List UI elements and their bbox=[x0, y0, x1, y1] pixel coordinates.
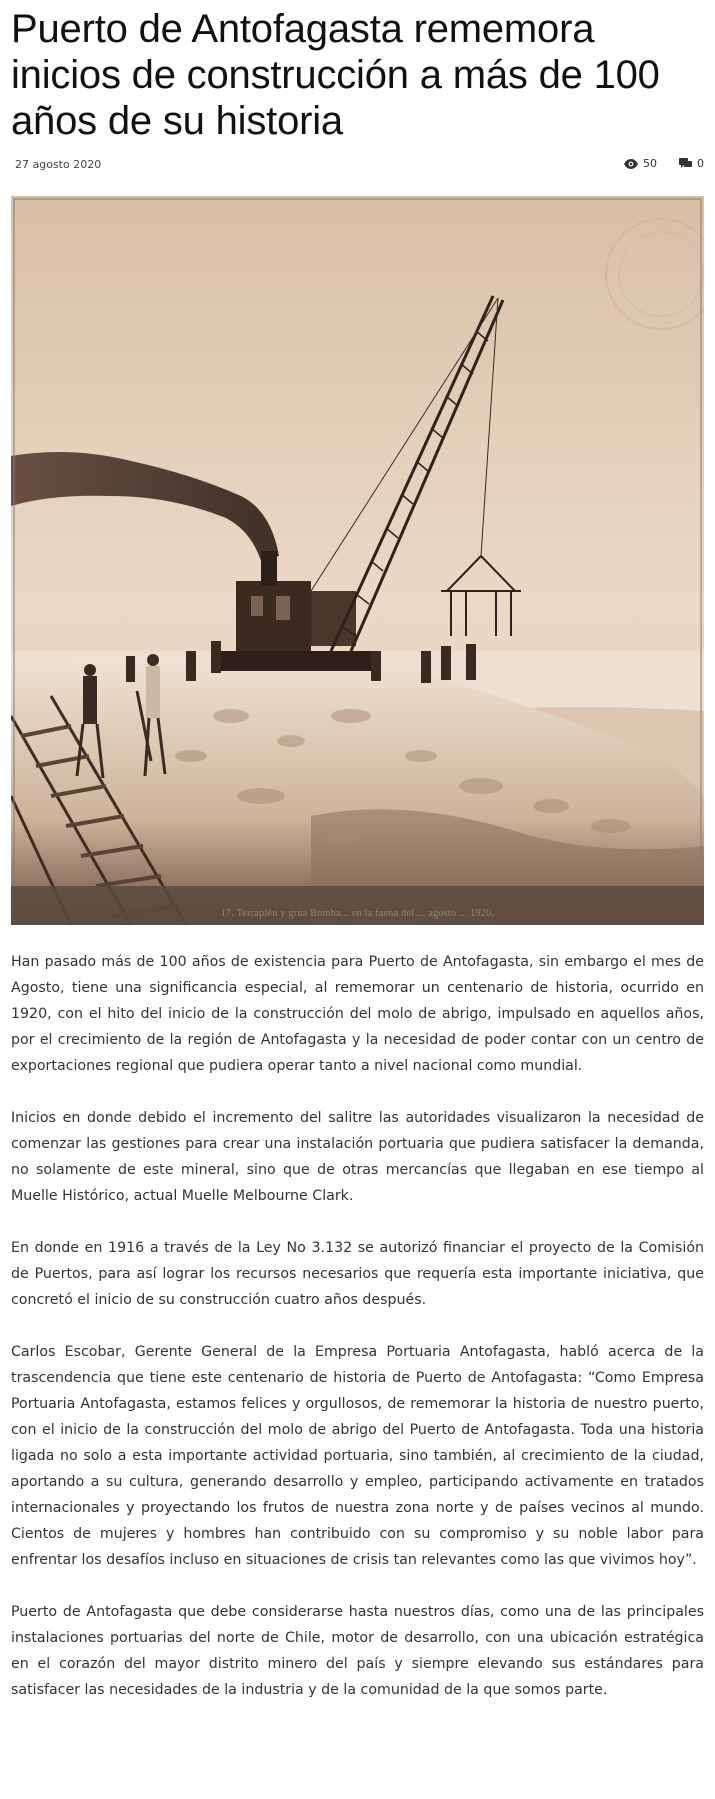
comments-counter[interactable] bbox=[679, 157, 704, 170]
article-photo bbox=[11, 196, 704, 925]
views-counter bbox=[624, 157, 657, 170]
photo-caption: 17. Terraplén y grúa Bomba... en la faena del ... agosto ... 1920. bbox=[220, 908, 495, 919]
article-paragraph: Han pasado más de 100 años de existencia para Puerto de Antofagasta, sin embargo el mes de Agosto, tiene una significancia especial, al rememorar un centenario de historia, ocurrido en 1920, con el hito del inicio de la construcción del molo de abrigo, impulsado en aquellos años, por el crecimiento de la región de Antofagasta y la necesidad de poder contar con un centro de exportaciones regional que pudiera operar tanto a nivel nacional como mundial. bbox=[11, 954, 704, 1074]
publish-date: 27 agosto 2020 bbox=[15, 158, 102, 171]
comment-icon bbox=[679, 158, 692, 169]
article bbox=[11, 0, 704, 1698]
historic-crane-photo bbox=[11, 196, 704, 925]
article-title: Puerto de Antofagasta rememora inicios de construcción a más de 100 años de su historia bbox=[11, 7, 660, 143]
article-body bbox=[11, 949, 704, 1729]
article-paragraph: Carlos Escobar, Gerente General de la Empresa Portuaria Antofagasta, habló acerca de la trascendencia que tiene este centenario de historia de Puerto de Antofagasta: “Como Empresa Portuaria Antofagasta, estamos felices y orgullosos, de rememorar la historia de nuestro puerto, con el inicio de la construcción del molo de abrigo del Puerto de Antofagasta. Toda una historia ligada no solo a esta importante actividad portuaria, sino también, al crecimiento de la ciudad, aportando a su cultura, generando desarrollo y empleo, participando activamente en tratados internacionales y proyectando los frutos de nuestra zona norte y de países vecinos al mundo. Cientos de mujeres y hombres han contribuido con su compromiso y su noble labor para enfrentar los desafíos incluso en situaciones de crisis tan relevantes como las que vivimos hoy”. bbox=[11, 1344, 704, 1568]
article-meta bbox=[11, 154, 704, 178]
article-paragraph: Puerto de Antofagasta que debe considerarse hasta nuestros días, como una de las principales instalaciones portuarias del norte de Chile, motor de desarrollo, con una ubicación estratégica en el corazón del mayor distrito minero del país y siempre elevando sus estándares para satisfacer las necesidades de la industria y de la comunidad de la que somos parte. bbox=[11, 1604, 704, 1698]
eye-icon bbox=[624, 159, 638, 169]
article-stats bbox=[624, 157, 704, 170]
views-count: 50 bbox=[643, 157, 657, 170]
article-paragraph: Inicios en donde debido el incremento del salitre las autoridades visualizaron la necesidad de comenzar las gestiones para crear una instalación portuaria que pudiera satisfacer la demanda, no solamente de este mineral, sino que de otras mercancías que llegaban en ese tiempo al Muelle Histórico, actual Muelle Melbourne Clark. bbox=[11, 1110, 704, 1204]
article-paragraph: En donde en 1916 a través de la Ley No 3.132 se autorizó financiar el proyecto de la Comisión de Puertos, para así lograr los recursos necesarios que requería esta importante iniciativa, que concretó el inicio de su construcción cuatro años después. bbox=[11, 1240, 704, 1308]
comments-count: 0 bbox=[697, 157, 704, 170]
